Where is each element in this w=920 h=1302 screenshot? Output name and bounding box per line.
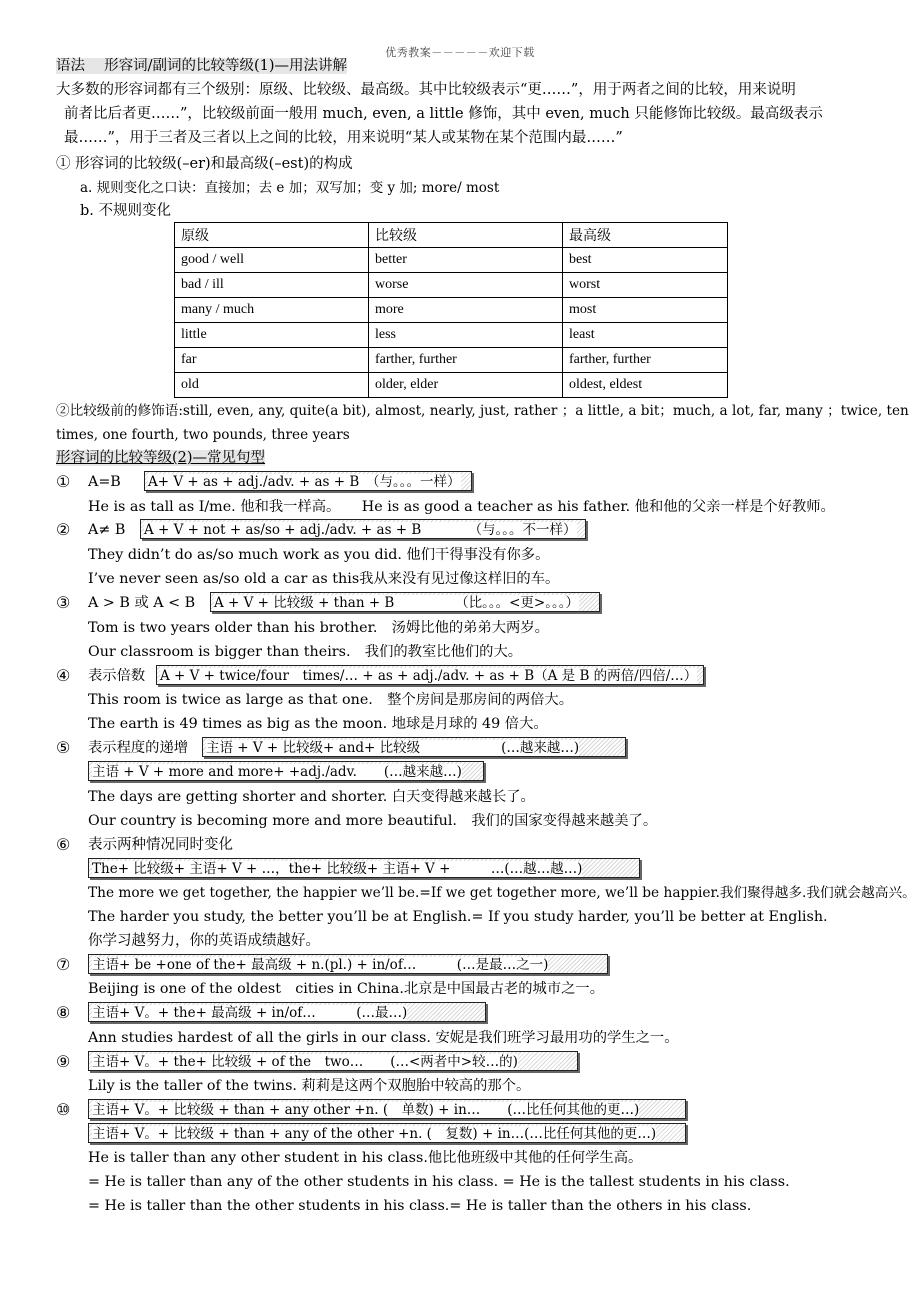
example-sentence: Tom is two years older than his brother. 汤姆比他的弟弟大两岁。 [88, 620, 549, 636]
pattern-formula: 主语+ be +one of the+ 最高级 + n.(pl.) + in/of… (…是最…之一) [88, 954, 608, 974]
pattern-formula: 主语+ V。+ the+ 最高级 + in/of… (…最…) [88, 1002, 486, 1022]
pattern-formula: 主语+ V。+ the+ 比较级 + of the two… (…<两者中>较…的) [88, 1051, 578, 1071]
intro-line-3: 最……”，用于三者及三者以上之间的比较，用来说明“某人或某物在某个范围内最……” [64, 130, 623, 146]
table-cell: better [369, 248, 563, 273]
rule-a: a. 规则变化之口诀：直接加；去 e 加；双写加；变 y 加; more/ most [80, 180, 500, 196]
example-sentence: 你学习越努力，你的英语成绩越好。 [88, 933, 320, 949]
example-sentence: Our classroom is bigger than theirs. 我们的教室比他们的大。 [88, 644, 523, 660]
table-header-row [175, 223, 728, 248]
table-cell: old [175, 373, 369, 398]
intro-line-2: 前者比后者更……”，比较级前面一般用 much, even, a little 修饰，其中 even, much 只能修饰比较级。最高级表示 [64, 106, 823, 122]
table-row [175, 373, 728, 398]
example-sentence: The harder you study, the better you’ll be at English.= If you study harder, you’ll be better at English. [88, 909, 828, 925]
pattern-label: A=B [88, 474, 121, 490]
example-sentence: = He is taller than the other students in his class.= He is taller than the others in his class. [88, 1198, 752, 1214]
example-sentence: They didn’t do as/so much work as you did. 他们干得事没有你多。 [88, 547, 550, 563]
pattern-number: ② [56, 520, 71, 539]
irregular-forms-table [174, 222, 728, 398]
table-cell: bad / ill [175, 273, 369, 298]
pattern-number: ① [56, 472, 71, 491]
table-row [175, 348, 728, 373]
pattern-label: 表示倍数 [88, 668, 146, 684]
table-cell: best [563, 248, 728, 273]
pattern-formula: The+ 比较级+ 主语+ V + …，the+ 比较级+ 主语+ V + …(…越…越…) [88, 858, 640, 878]
modifiers-line-1: ②比较级前的修饰语:still, even, any, quite(a bit), almost, nearly, just, rather ；a little, a bit；much, a lot, far, many ；twice, ten [56, 403, 909, 419]
table-cell: little [175, 323, 369, 348]
modifiers-line-2: times, one fourth, two pounds, three years [56, 427, 350, 443]
table-cell: farther, further [563, 348, 728, 373]
table-cell: most [563, 298, 728, 323]
pattern-formula-alt: 主语+ V。+ 比较级 + than + any of the other +n. ( 复数) + in…(…比任何其他的更…) [88, 1123, 686, 1143]
example-sentence: Beijing is one of the oldest cities in China.北京是中国最古老的城市之一。 [88, 981, 605, 997]
table-cell: older, elder [369, 373, 563, 398]
pattern-number: ⑧ [56, 1003, 71, 1022]
pattern-number: ⑥ [56, 835, 71, 854]
example-sentence: The days are getting shorter and shorter. 白天变得越来越长了。 [88, 789, 535, 805]
table-cell: less [369, 323, 563, 348]
pattern-label: A≠ B [88, 522, 126, 538]
pattern-label: 表示程度的递增 [88, 740, 189, 756]
pattern-number: ④ [56, 666, 71, 685]
pattern-formula: A+ V + as + adj./adv. + as + B （与。。。一样） [144, 471, 472, 491]
section-title-1: 语法 形容词/副词的比较等级(1)—用法讲解 [56, 58, 348, 74]
table-header-cell: 比较级 [369, 223, 563, 248]
pattern-number: ⑤ [56, 738, 71, 757]
pattern-number: ⑩ [56, 1100, 71, 1119]
table-cell: more [369, 298, 563, 323]
table-cell: far [175, 348, 369, 373]
example-sentence: Ann studies hardest of all the girls in our class. 安妮是我们班学习最用功的学生之一。 [88, 1030, 679, 1046]
page-header: 优秀教案－－－－－欢迎下载 [385, 46, 535, 59]
example-sentence: He is taller than any other student in his class.他比他班级中其他的任何学生高。 [88, 1150, 643, 1166]
table-row [175, 248, 728, 273]
table-row [175, 323, 728, 348]
example-sentence: Our country is becoming more and more beautiful. 我们的国家变得越来越美了。 [88, 813, 658, 829]
pattern-formula: A + V + 比较级 + than + B （比。。。<更>。。。） [210, 592, 600, 612]
intro-line-1: 大多数的形容词都有三个级别：原级、比较级、最高级。其中比较级表示“更……”，用于两者之间的比较，用来说明 [56, 82, 796, 98]
pattern-label: 表示两种情况同时变化 [88, 837, 233, 853]
table-cell: farther, further [369, 348, 563, 373]
pattern-formula: 主语 + V + 比较级+ and+ 比较级 (…越来越…) [202, 737, 626, 757]
section-title-2: 形容词的比较等级(2)—常见句型 [56, 450, 266, 466]
table-cell: many / much [175, 298, 369, 323]
example-sentence: The earth is 49 times as big as the moon. 地球是月球的 49 倍大。 [88, 716, 548, 732]
table-row [175, 298, 728, 323]
pattern-number: ③ [56, 593, 71, 612]
pattern-formula: 主语+ V。+ 比较级 + than + any other +n. ( 单数) + in… (…比任何其他的更…) [88, 1099, 686, 1119]
table-header-cell: 最高级 [563, 223, 728, 248]
pattern-label: A > B 或 A < B [88, 595, 196, 611]
pattern-number: ⑦ [56, 955, 71, 974]
pattern-formula-alt: 主语 + V + more and more+ +adj./adv. (…越来越…) [88, 761, 484, 781]
rule-b: b. 不规则变化 [80, 203, 171, 219]
table-cell: least [563, 323, 728, 348]
table-header-cell: 原级 [175, 223, 369, 248]
example-sentence: = He is taller than any of the other students in his class. = He is the tallest students in his class. [88, 1174, 790, 1190]
example-sentence: The more we get together, the happier we’ll be.=If we get together more, we’ll be happier.我们聚得越多.我们就会越高兴。 [88, 885, 916, 901]
pattern-formula: A + V + twice/four times/… + as + adj./adv. + as + B（A 是 B 的两倍/四倍/…） [156, 665, 704, 685]
section-heading-1: ① 形容词的比较级(–er)和最高级(–est)的构成 [56, 156, 353, 172]
table-cell: worst [563, 273, 728, 298]
table-cell: worse [369, 273, 563, 298]
pattern-formula: A + V + not + as/so + adj./adv. + as + B （与。。。不一样） [140, 519, 586, 539]
table-row [175, 273, 728, 298]
example-sentence: This room is twice as large as that one. 整个房间是那房间的两倍大。 [88, 692, 574, 708]
pattern-number: ⑨ [56, 1052, 71, 1071]
example-sentence: He is as tall as I/me. 他和我一样高。 He is as good a teacher as his father. 他和他的父亲一样是个好教师。 [88, 499, 835, 515]
table-cell: oldest, eldest [563, 373, 728, 398]
example-sentence: I’ve never seen as/so old a car as this我从来没有见过像这样旧的车。 [88, 571, 560, 587]
table-cell: good / well [175, 248, 369, 273]
example-sentence: Lily is the taller of the twins. 莉莉是这两个双胞胎中较高的那个。 [88, 1078, 531, 1094]
